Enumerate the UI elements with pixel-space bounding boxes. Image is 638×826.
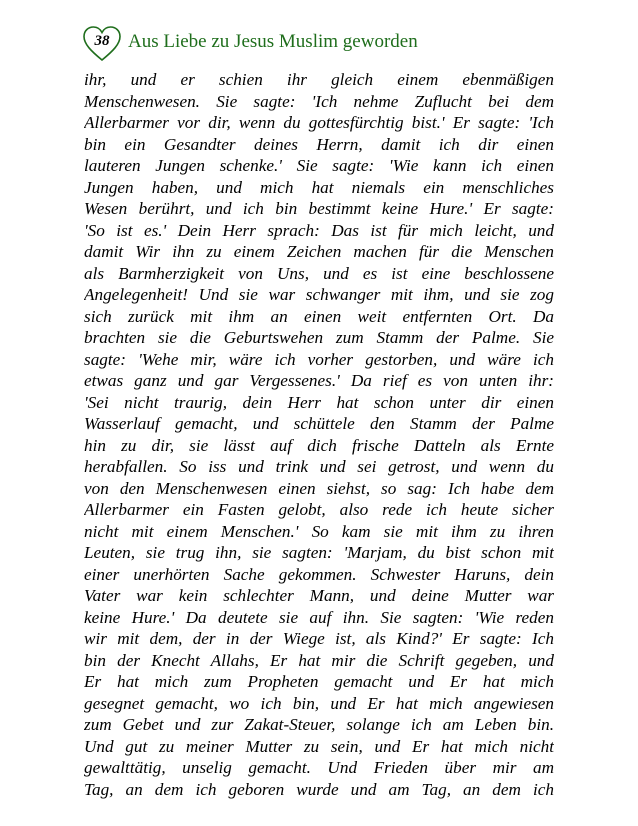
text-line: sich zurück mit ihm an einen weit entfernten Ort. Da (84, 306, 554, 326)
text-line: ihr, und er schien ihr gleich einem ebenmäßigen (84, 70, 554, 89)
running-title: Aus Liebe zu Jesus Muslim geworden (128, 31, 418, 52)
text-line: sagte: 'Wehe mir, wäre ich vorher gestorben, und wäre ich (84, 349, 554, 369)
text-line: etwas ganz und gar Vergessenes.' Da rief es von unten ihr: (84, 371, 554, 390)
text-line: damit Wir ihn zu einem Zeichen machen für die Menschen (84, 242, 554, 261)
text-line: von den Menschenwesen einen siehst, so sag: Ich habe dem (84, 478, 554, 498)
text-line: Er hat mich zum Propheten gemacht und Er hat mich (84, 672, 554, 691)
text-line: brachten sie die Geburtswehen zum Stamm der Palme. Sie (84, 328, 554, 347)
text-line: Wasserlauf gemacht, und schüttele den Stamm der Palme (84, 414, 554, 433)
text-line: bin ein Gesandter deines Herrn, damit ich dir einen (84, 134, 554, 154)
text-line: hin zu dir, sie lässt auf dich frische Datteln als Ernte (84, 435, 554, 455)
text-line: Jungen haben, und mich hat niemals ein menschliches (84, 177, 554, 197)
text-line: bin der Knecht Allahs, Er hat mir die Schrift gegeben, und (84, 650, 554, 670)
text-line: einer unerhörten Sache gekommen. Schwester Haruns, dein (84, 564, 554, 584)
text-line: 'So ist es.' Dein Herr sprach: Das ist für mich leicht, und (84, 220, 554, 240)
text-line: Allerbarmer ein Fasten gelobt, also rede ich heute sicher (84, 500, 554, 519)
text-line: lauteren Jungen schenke.' Sie sagte: 'Wie kann ich einen (84, 156, 554, 175)
heart-icon (82, 25, 122, 63)
body-text (84, 69, 554, 800)
page-header (82, 24, 418, 64)
text-line: gewalttätig, unselig gemacht. Und Frieden über mir am (84, 758, 554, 777)
text-line: Allerbarmer vor dir, wenn du gottesfürchtig bist.' Er sagte: 'Ich (84, 113, 554, 132)
page-number: 38 (94, 33, 110, 49)
text-line: 'Sei nicht traurig, dein Herr hat schon unter dir einen (84, 392, 554, 412)
text-line: Angelegenheit! Und sie war schwanger mit ihm, und sie zog (84, 285, 554, 304)
text-line: Menschenwesen. Sie sagte: 'Ich nehme Zuflucht bei dem (84, 91, 554, 111)
text-line: gesegnet gemacht, wo ich bin, und Er hat mich angewiesen (84, 693, 554, 713)
text-line: herabfallen. So iss und trink und sei getrost, und wenn du (84, 457, 554, 476)
text-line: Wesen berührt, und ich bin bestimmt keine Hure.' Er sagte: (84, 199, 554, 218)
text-line: Tag, an dem ich geboren wurde und am Tag, an dem ich (84, 779, 554, 799)
text-line: Leuten, sie trug ihn, sie sagten: 'Marjam, du bist schon mit (84, 543, 554, 562)
text-line: wir mit dem, der in der Wiege ist, als Kind?' Er sagte: Ich (84, 629, 554, 648)
text-line: keine Hure.' Da deutete sie auf ihn. Sie sagten: 'Wie reden (84, 607, 554, 627)
text-line: Vater war kein schlechter Mann, und deine Mutter war (84, 586, 554, 605)
text-line: Und gut zu meiner Mutter zu sein, und Er hat mich nicht (84, 736, 554, 756)
text-line: nicht mit einem Menschen.' So kam sie mit ihm zu ihren (84, 521, 554, 541)
text-line: zum Gebet und zur Zakat-Steuer, solange ich am Leben bin. (84, 715, 554, 734)
text-line: als Barmherzigkeit von Uns, und es ist eine beschlossene (84, 263, 554, 283)
